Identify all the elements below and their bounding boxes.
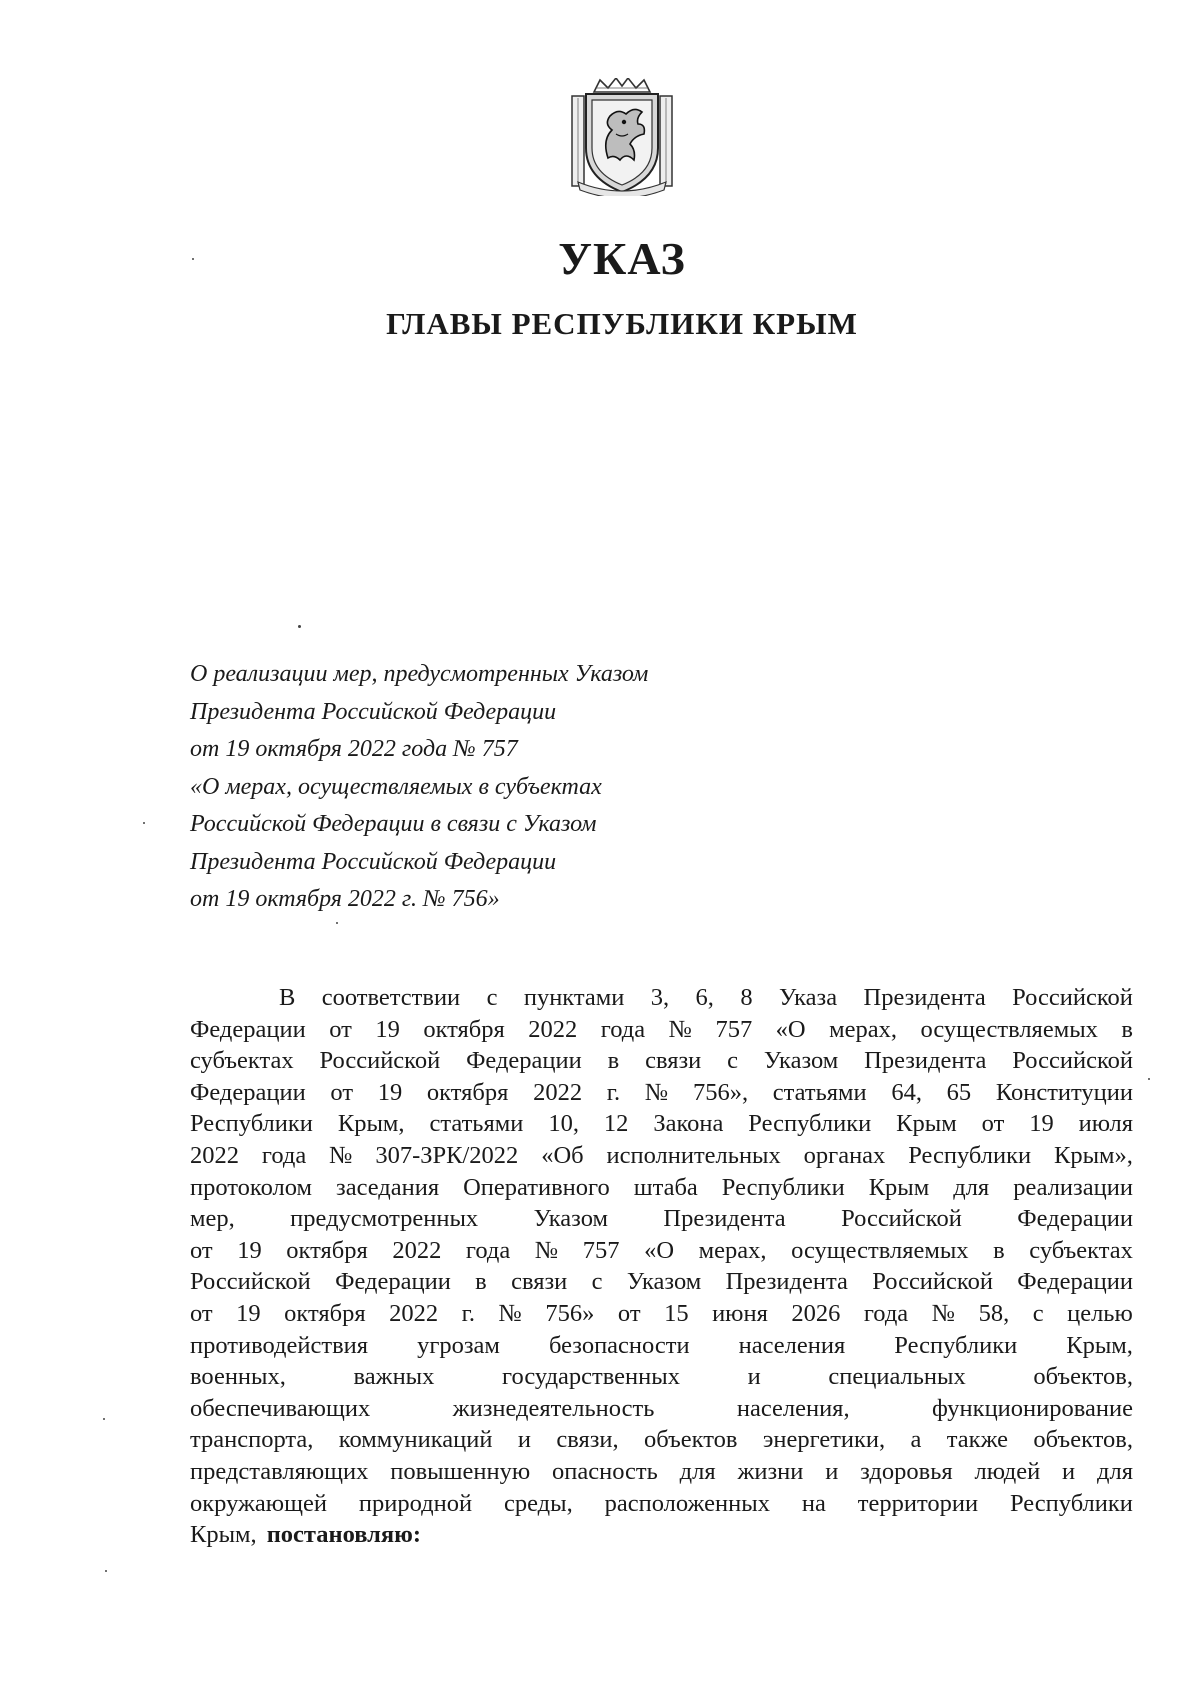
preamble-line: Федерации от 19 октября 2022 года № 757 «О мерах, осуществляемых в — [190, 1015, 1133, 1043]
preamble-line: мер, предусмотренных Указом Президента Российской Федерации — [190, 1205, 1133, 1233]
subject-line: О реализации мер, предусмотренных Указом — [190, 661, 649, 687]
preamble-last-line — [190, 1519, 1133, 1551]
preamble-line: противодействия угрозам безопасности населения Республики Крым, — [190, 1331, 1133, 1359]
subject-line: от 19 октября 2022 года № 757 — [190, 736, 518, 762]
scan-speck — [336, 922, 338, 924]
preamble-line: В соответствии с пунктами 3, 6, 8 Указа Президента Российской — [279, 984, 1133, 1011]
preamble-line: транспорта, коммуникаций и связи, объектов энергетики, а также объектов, — [190, 1426, 1133, 1454]
preamble-line: окружающей природной среды, расположенных на территории Республики — [190, 1489, 1133, 1517]
preamble-line: от 19 октября 2022 года № 757 «О мерах, осуществляемых в субъектах — [190, 1236, 1133, 1264]
preamble-line: Российской Федерации в связи с Указом Президента Российской Федерации — [190, 1268, 1133, 1296]
preamble-line: военных, важных государственных и специальных объектов, — [190, 1363, 1133, 1391]
decree-subject — [190, 656, 648, 919]
subject-line: Российской Федерации в связи с Указом — [190, 811, 597, 837]
scan-speck — [298, 625, 301, 628]
preamble-line-end: Крым, — [190, 1521, 257, 1549]
scan-speck — [192, 258, 194, 260]
preamble-line: Республики Крым, статьями 10, 12 Закона Республики Крым от 19 июля — [190, 1110, 1133, 1138]
scan-speck — [143, 822, 145, 824]
scan-speck — [1148, 1078, 1150, 1080]
preamble-line: обеспечивающих жизнедеятельность населения, функционирование — [190, 1394, 1133, 1422]
scan-speck — [105, 1570, 107, 1572]
preamble-line: Федерации от 19 октября 2022 г. № 756», статьями 64, 65 Конституции — [190, 1078, 1133, 1106]
preamble-line: субъектах Российской Федерации в связи с Указом Президента Российской — [190, 1047, 1133, 1075]
preamble-line: протоколом заседания Оперативного штаба Республики Крым для реализации — [190, 1173, 1133, 1201]
decree-preamble — [190, 982, 1133, 1551]
document-issuer: ГЛАВЫ РЕСПУБЛИКИ КРЫМ — [386, 306, 858, 341]
preamble-line: от 19 октября 2022 г. № 756» от 15 июня 2026 года № 58, с целью — [190, 1299, 1133, 1327]
resolve-word: постановляю: — [266, 1521, 422, 1549]
document-title: УКАЗ — [558, 233, 686, 284]
subject-line: «О мерах, осуществляемых в субъектах — [190, 773, 602, 800]
subject-line: от 19 октября 2022 г. № 756» — [190, 886, 500, 912]
preamble-line: представляющих повышенную опасность для жизни и здоровья людей и для — [190, 1457, 1133, 1485]
crimea-coat-of-arms-icon — [568, 78, 676, 196]
preamble-line: 2022 года № 307-ЗРК/2022 «Об исполнительных органах Республики Крым», — [190, 1141, 1133, 1169]
scan-speck — [103, 1418, 105, 1420]
subject-line: Президента Российской Федерации — [190, 848, 557, 875]
subject-line: Президента Российской Федерации — [190, 698, 557, 725]
